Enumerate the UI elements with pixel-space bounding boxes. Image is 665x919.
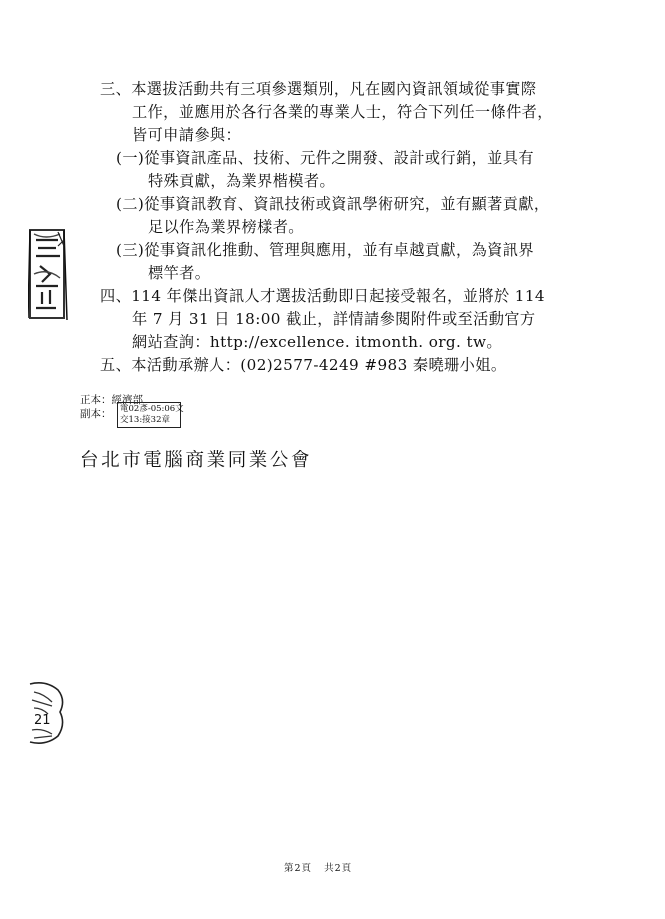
section-5-line: 五、本活動承辦人：(02)2577-4249 #983 秦曉珊小姐。 <box>100 356 507 374</box>
edge-seal-fragment-bottom <box>26 680 64 746</box>
section-3-line-1: 三、本選拔活動共有三項參選類別，凡在國內資訊領域從事實際 <box>100 80 537 98</box>
receipt-stamp <box>117 402 184 428</box>
edge-seal-fragment-top <box>28 226 68 322</box>
section-3-item-2-line-2: 足以作為業界榜樣者。 <box>148 218 304 236</box>
section-3-item-3-line-1: (三)從事資訊化推動、管理與應用，並有卓越貢獻，為資訊界 <box>116 241 534 259</box>
page-footer: 第2頁 共2頁 <box>284 863 353 874</box>
copy-recipient-label: 副本： <box>80 408 112 420</box>
section-3-item-3-line-2: 標竿者。 <box>148 264 211 282</box>
svg-text:21: 21 <box>34 713 51 728</box>
original-recipient: 正本：經濟部 <box>80 394 143 406</box>
section-3-item-1-line-2: 特殊貢獻，為業界楷模者。 <box>148 172 336 190</box>
section-4-line-3: 網站查詢：http://excellence. itmonth. org. tw。 <box>132 333 502 351</box>
section-3-item-2-line-1: (二)從事資訊教育、資訊技術或資訊學術研究，並有顯著貢獻， <box>116 195 550 213</box>
section-4-line-1: 四、114 年傑出資訊人才選拔活動即日起接受報名，並將於 114 <box>100 287 545 305</box>
section-3-line-3: 皆可申請參與： <box>132 126 242 144</box>
receipt-stamp-line-1: 電02彥-05:06文 <box>120 404 184 414</box>
section-3-item-1-line-1: (一)從事資訊產品、技術、元件之開發、設計或行銷，並具有 <box>116 149 534 167</box>
section-4-line-2: 年 7 月 31 日 18:00 截止，詳情請參閱附件或至活動官方 <box>132 310 536 328</box>
organization-signature: 台北市電腦商業同業公會 <box>80 450 313 471</box>
receipt-stamp-line-2: 交13:接32章 <box>120 415 170 425</box>
section-3-line-2: 工作，並應用於各行各業的專業人士，符合下列任一條件者， <box>132 103 553 121</box>
